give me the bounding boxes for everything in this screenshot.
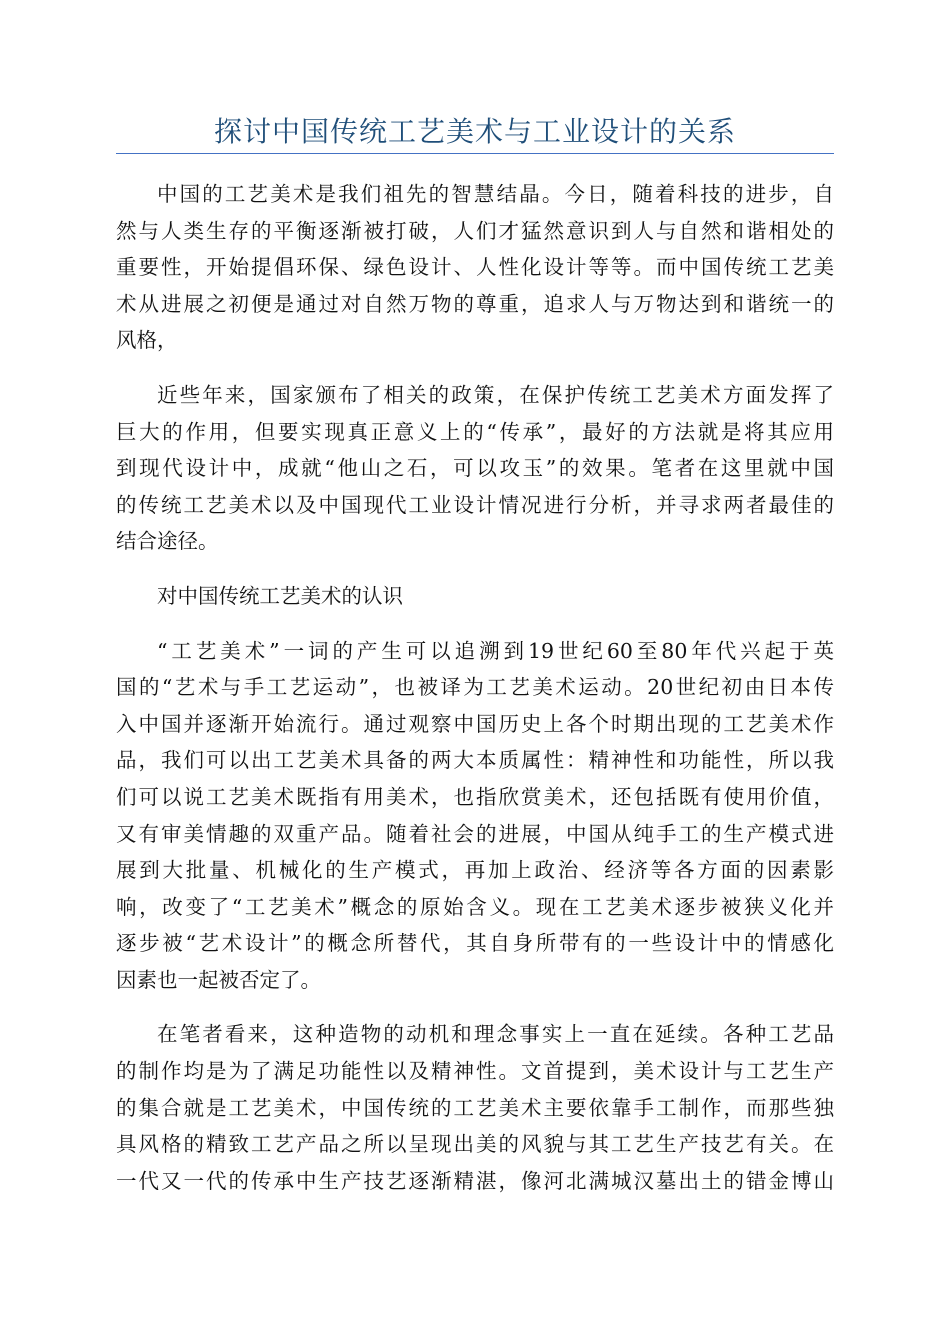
text-line: 中国的工艺美术是我们祖先的智慧结晶。今日，随着科技的进步，自: [157, 182, 834, 206]
document-body: [116, 176, 834, 1217]
text-line: 的传统工艺美术以及中国现代工业设计情况进行分析，并寻求两者最佳的: [116, 492, 834, 517]
text-line: 的集合就是工艺美术，中国传统的工艺美术主要依靠手工制作，而那些独: [116, 1095, 834, 1120]
text-line: 逐步被“艺术设计”的概念所替代，其自身所带有的一些设计中的情感化: [116, 931, 834, 956]
text-line: 国的“艺术与手工艺运动”，也被译为工艺美术运动。20世纪初由日本传: [116, 675, 834, 700]
text-line: 又有审美情趣的双重产品。随着社会的进展，中国从纯手工的生产模式进: [116, 821, 834, 846]
section-heading: [116, 578, 834, 615]
text-line: 近些年来，国家颁布了相关的政策，在保护传统工艺美术方面发挥了: [157, 382, 834, 407]
document-title: 探讨中国传统工艺美术与工业设计的关系: [213, 115, 736, 148]
text-line: 入中国并逐渐开始流行。通过观察中国历史上各个时期出现的工艺美术作: [116, 711, 834, 736]
paragraph-policy: [116, 377, 834, 560]
text-line: 品，我们可以出工艺美术具备的两大本质属性：精神性和功能性，所以我: [116, 748, 834, 773]
text-line: 巨大的作用，但要实现真正意义上的“传承”，最好的方法就是将其应用: [116, 419, 834, 444]
text-line: 然与人类生存的平衡逐渐被打破，人们才猛然意识到人与自然和谐相处的: [116, 218, 834, 243]
text-line: 到现代设计中，成就“他山之石，可以攻玉”的效果。笔者在这里就中国: [116, 456, 834, 481]
text-line: 响，改变了“工艺美术”概念的原始含义。现在工艺美术逐步被狭义化并: [116, 894, 834, 919]
text-line: 在笔者看来，这种造物的动机和理念事实上一直在延续。各种工艺品: [157, 1022, 834, 1047]
title-underline: [116, 153, 834, 154]
section-heading-text: 对中国传统工艺美术的认识: [157, 583, 403, 608]
text-line: 因素也一起被否定了。: [116, 967, 321, 992]
paragraph-intro: [116, 176, 834, 359]
text-line: 结合途径。: [116, 529, 219, 554]
text-line: 展到大批量、机械化的生产模式，再加上政治、经济等各方面的因素影: [116, 858, 834, 883]
text-line: 的制作均是为了满足功能性以及精神性。文首提到，美术设计与工艺生产: [116, 1059, 834, 1084]
text-line: 具风格的精致工艺产品之所以呈现出美的风貌与其工艺生产技艺有关。在: [116, 1132, 834, 1157]
text-line: 一代又一代的传承中生产技艺逐渐精湛，像河北满城汉墓出土的错金博山: [116, 1168, 834, 1193]
text-line: 重要性，开始提倡环保、绿色设计、人性化设计等等。而中国传统工艺美: [116, 255, 834, 280]
paragraph-author-view: [116, 1016, 834, 1199]
text-line: 术从进展之初便是通过对自然万物的尊重，追求人与万物达到和谐统一的: [116, 291, 834, 316]
text-line: 们可以说工艺美术既指有用美术，也指欣赏美术，还包括既有使用价值，: [116, 784, 834, 809]
paragraph-definition: [116, 633, 834, 999]
text-line: “工艺美术”一词的产生可以追溯到19世纪60至80年代兴起于英: [157, 638, 834, 663]
text-line: 风格，: [116, 328, 178, 353]
